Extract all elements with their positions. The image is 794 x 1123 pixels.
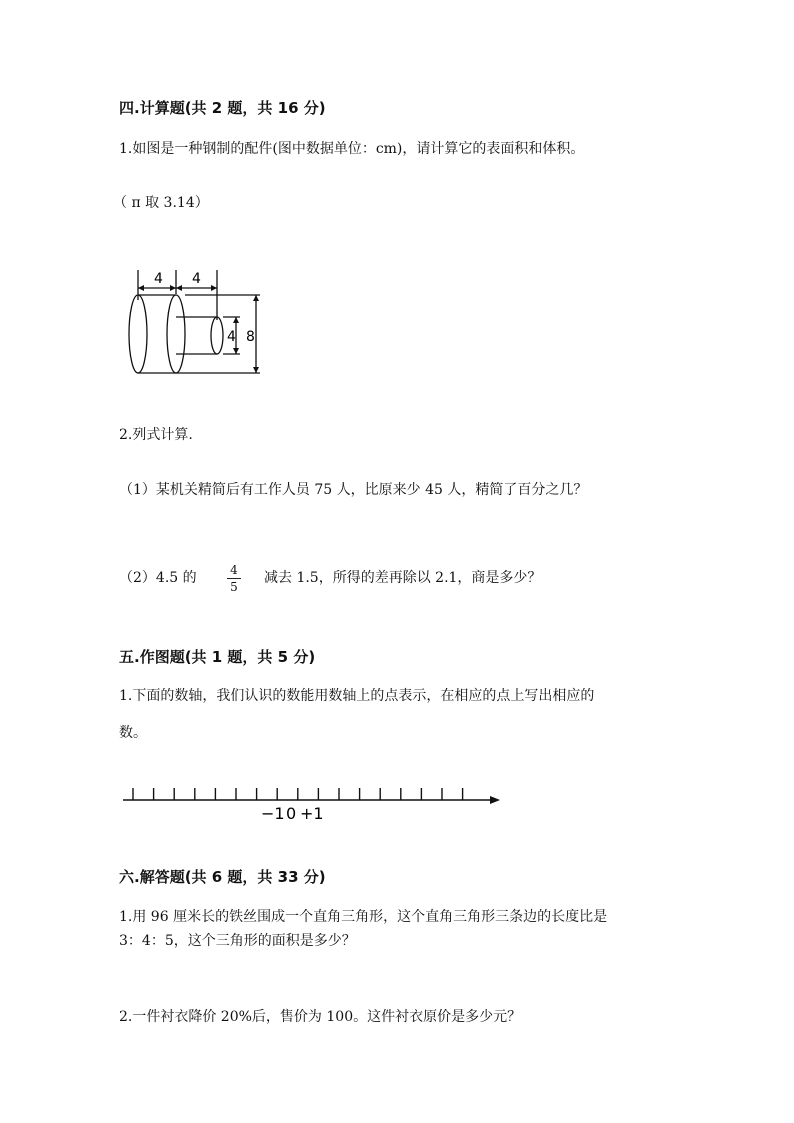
section-5-question-1-line1: 1.下面的数轴，我们认识的数能用数轴上的点表示，在相应的点上写出相应的 (119, 688, 595, 704)
outer-cylinder-front (167, 295, 185, 373)
axis-label-0: 0 (286, 804, 297, 823)
fraction-denominator: 5 (230, 580, 238, 594)
section-6-question-2: 2.一件衬衣降价 20%后，售价为 100。这件衬衣原价是多少元？ (119, 1009, 522, 1025)
label-right-4: 4 (192, 271, 201, 287)
axis-label-pos1: +1 (300, 804, 324, 823)
question-2-sub1: （1）某机关精简后有工作人员 75 人，比原来少 45 人，精简了百分之几？ (119, 482, 588, 498)
number-line-arrow (490, 796, 500, 804)
question-2-sub2-after: 减去 1.5，所得的差再除以 2.1，商是多少？ (264, 570, 542, 586)
section-5-question-1-line2: 数。 (119, 725, 147, 741)
fraction-numerator: 4 (230, 563, 238, 577)
section-5-title: 五.作图题(共 1 题，共 5 分) (119, 648, 316, 666)
question-1-text: 1.如图是一种钢制的配件(图中数据单位：cm)，请计算它的表面积和体积。 (119, 141, 585, 157)
axis-label-neg1: −1 (261, 804, 285, 823)
outer-cylinder-back (129, 295, 147, 373)
outer-cylinder-edges (138, 295, 176, 373)
number-line (118, 785, 508, 825)
fraction-bar (227, 578, 241, 579)
section-6-title: 六.解答题(共 6 题，共 33 分) (119, 868, 326, 886)
question-2-text: 2.列式计算. (119, 427, 193, 443)
section-4-title: 四.计算题(共 2 题，共 16 分) (119, 99, 326, 117)
pi-note: （ π 取 3.14） (113, 195, 209, 211)
label-inner-diameter: 4 (227, 329, 236, 345)
label-left-4: 4 (154, 271, 163, 287)
steel-part-figure (118, 262, 268, 387)
section-6-question-1-line2: 3：4：5，这个三角形的面积是多少？ (119, 933, 356, 949)
question-2-sub2-before: （2）4.5 的 (119, 570, 197, 586)
inner-cylinder-front (211, 317, 223, 354)
label-outer-diameter: 8 (246, 329, 255, 345)
fraction-four-fifths (227, 563, 241, 594)
section-6-question-1-line1: 1.用 96 厘米长的铁丝围成一个直角三角形，这个直角三角形三条边的长度比是 (119, 909, 608, 925)
